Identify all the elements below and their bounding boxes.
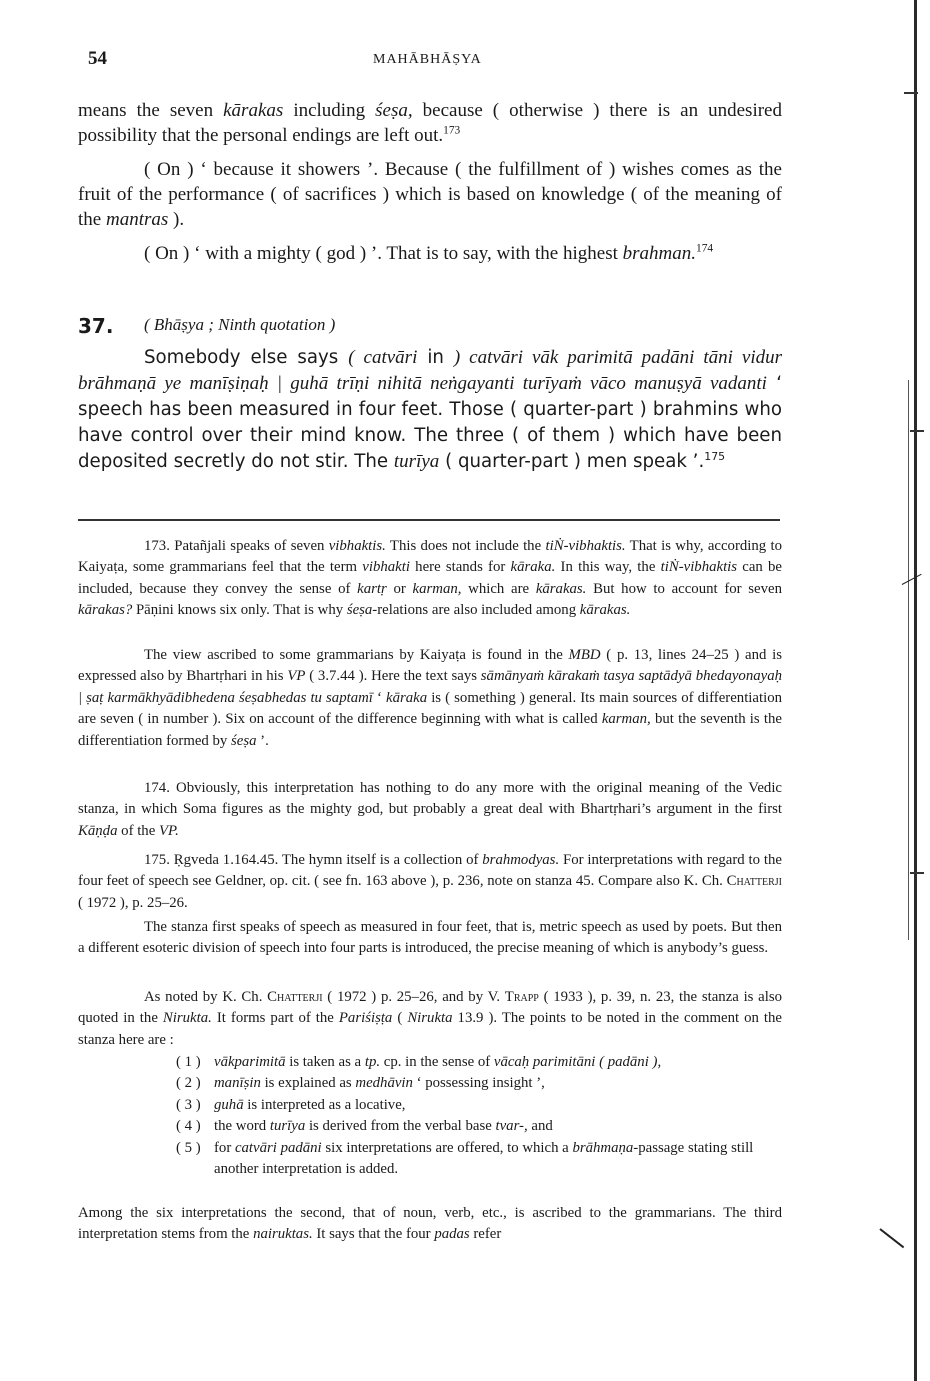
footnote-175-cont-1: The stanza first speaks of speech as measured in four feet, that is, metric speech as used by poets. But then a different esoteric division of speech into four parts is introduced, the precise meaning of which is anybody’s guess. [78,919,782,957]
footnote-ref[interactable]: 175 [704,449,726,463]
running-title: MAHĀBHĀṢYA [373,52,482,67]
paragraph-1: means the seven kārakas including śeṣa, because ( otherwise ) there is an undesired possibility that the personal endings are left out.$^{173}$ [78,100,782,146]
scan-mark [879,1228,904,1248]
margin-tick [910,430,924,432]
binding-shadow [908,380,909,940]
margin-tick [904,92,918,94]
footnote-ref[interactable]: 173 [443,124,461,137]
list-item: ( 1 ) vākparimitā is taken as a tp. cp. in the sense of vācaḥ parimitāni ( padāni ), [176,1054,662,1070]
list-item: ( 4 ) the word turīya is derived from the verbal base tvar-, and [176,1118,553,1135]
footnote-173-cont: The view ascribed to some grammarians by Kaiyaṭa is found in the MBD ( p. 13, lines 24–25 ) and is expressed also by Bhartṛhari in his VP ( 3.7.44 ). Here the text says sāmānyaṁ kārakaṁ tasya saptādyā bhedayonayaḥ | ṣaṭ karmākhyādibhedena śeṣabhedas tu saptamī ‘ kāraka is ( something ) general. Its main sources of differentiation are seven ( in number ). Six on account of the difference beginning with what is called karman, but the seventh is the differentiation formed by śeṣa ’. [78,647,783,749]
list-item: ( 2 ) manīṣin is explained as medhāvin ‘ possessing insight ’, [176,1075,545,1092]
list-item: ( 3 ) guhā is interpreted as a locative, [176,1096,406,1113]
section-text: Somebody else says ( catvāri in ) catvāri vāk parimitā padāni tāni vidur brāhmaṇā ye manīṣiṇaḥ | guhā trīṇi nihitā neṅgayanti turīyaṁ vāco manuṣyā vadanti ‘ speech has been measured in four feet. Those ( quarter-part ) brahmins who have control over their mind know. The three ( of them ) which have been deposited secretly do not stir. The turīya ( quarter-part ) men speak ’.$^{175}$ [78,347,782,472]
footnote-divider [78,519,780,521]
paragraph-3: ( On ) ‘ with a mighty ( god ) ’. That is to say, with the highest brahman.$^{174}$ [144,242,714,264]
points-list [78,1052,782,1180]
footnote-175-cont-3: Among the six interpretations the second, that of noun, verb, etc., is ascribed to the grammarians. The third interpretation stems from the nairuktas. It says that the four padas refer [78,1205,782,1243]
margin-tick [910,872,924,874]
list-item: ( 5 ) for catvāri padāni six interpretations are offered, to which a brāhmaṇa-passage stating still another interpretation is added. [176,1139,754,1178]
scan-mark [902,574,922,585]
footnote-175: 175. Ṛgveda 1.164.45. The hymn itself is a collection of brahmodyas. For interpretations with regard to the four feet of speech see Geldner, op. cit. ( see fn. 163 above ), p. 236, note on stanza 45. Compare also K. Ch. Chatterji ( 1972 ), p. 25–26. [78,852,782,911]
section-number: 37. [78,314,114,338]
footnote-175-cont-2: As noted by K. Ch. Chatterji ( 1972 ) p. 25–26, and by V. Trapp ( 1933 ), p. 39, n. 23, the stanza is also quoted in the Nirukta. It forms part of the Pariśiṣṭa ( Nirukta 13.9 ). The points to be noted in the comment on the stanza here are : [78,989,783,1048]
footnote-174: 174. Obviously, this interpretation has nothing to do any more with the original meaning of the Vedic stanza, in which Soma figures as the mighty god, but probably a great deal with Bhartṛhari’s argument in the first Kāṇḍa of the VP. [78,780,782,839]
page-number: 54 [88,48,107,69]
paragraph-2: ( On ) ‘ because it showers ’. Because ( the fulfillment of ) wishes comes as the fruit of the performance ( of sacrifices ) which is based on knowledge ( of the meaning of the mantras ). [78,159,782,230]
binding-edge [914,0,917,1381]
footnote-173: 173. Patañjali speaks of seven vibhaktis. This does not include the tiṄ-vibhaktis. That is why, according to Kaiyaṭa, some grammarians feel that the term vibhakti here stands for kāraka. In this way, the tiṄ-vibhaktis can be included, because they convey the sense of kartṛ or karman, which are kārakas. But how to account for seven kārakas? Pāṇini knows six only. That is why śeṣa-relations are also included among kārakas. [78,538,782,619]
footnote-ref[interactable]: 174 [696,242,714,255]
section-heading: ( Bhāṣya ; Ninth quotation ) [144,315,336,334]
